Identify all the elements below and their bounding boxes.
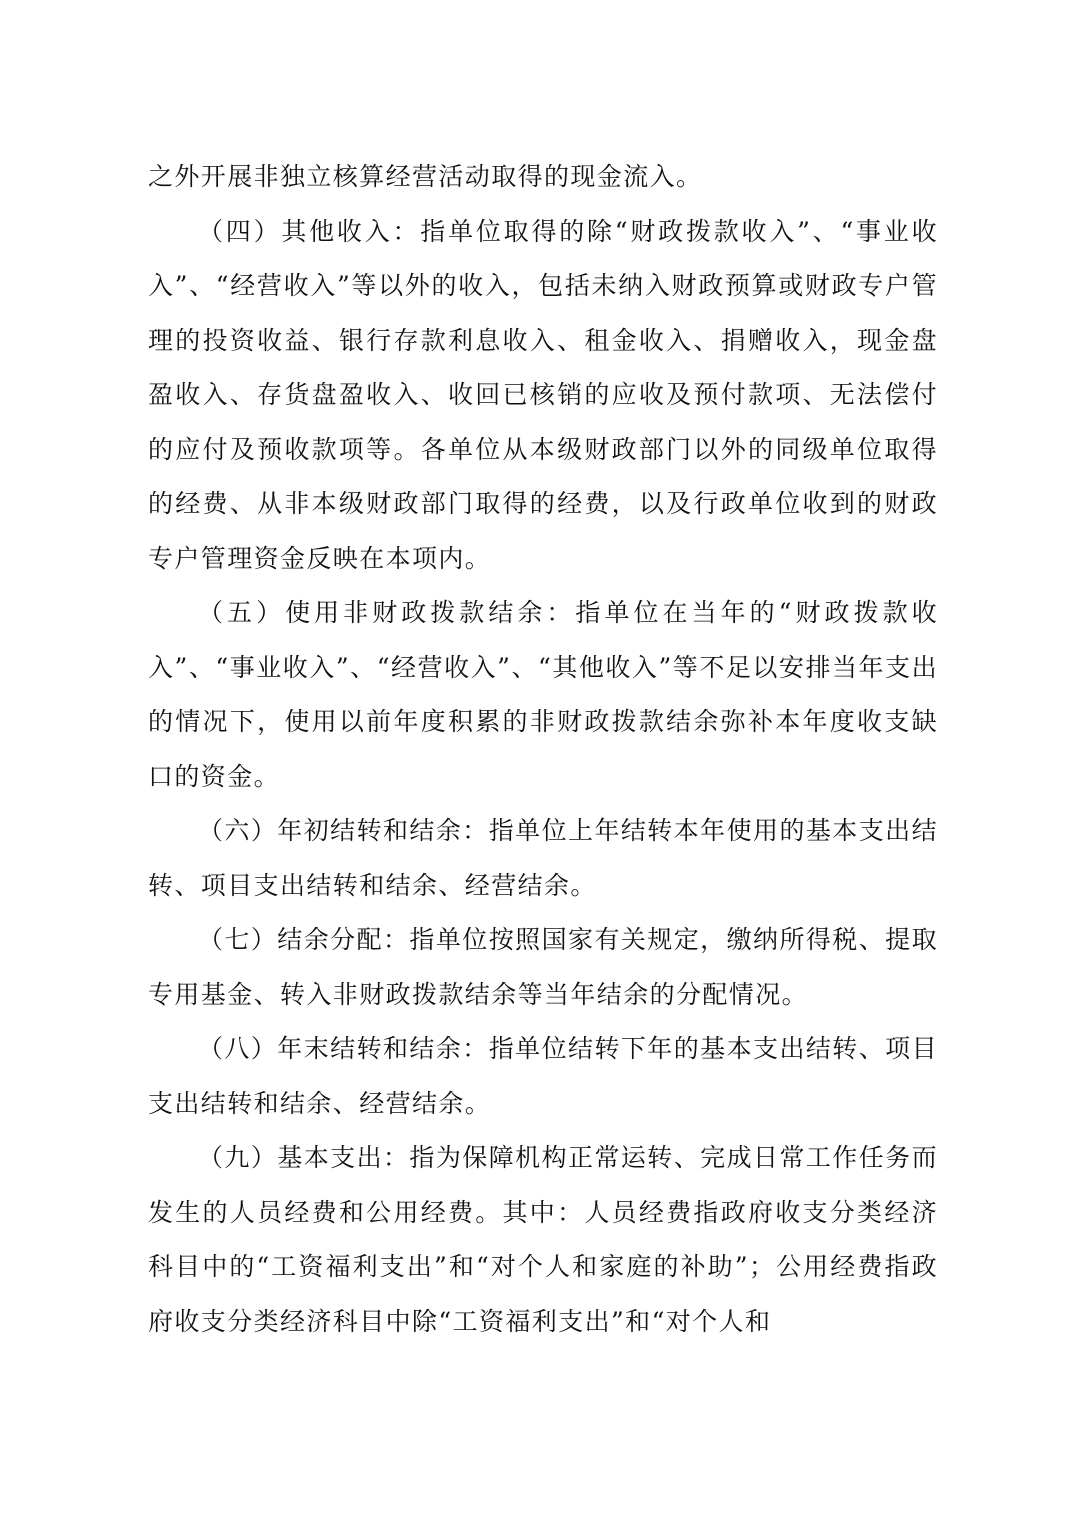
- paragraph-basic-expenditure: （九）基本支出：指为保障机构正常运转、完成日常工作任务而发生的人员经费和公用经费。其中：人员经费指政府收支分类经济科目中的“工资福利支出”和“对个人和家庭的补助”；公用经费指政府收支分类经济科目中除“工资福利支出”和“对个人和: [148, 1143, 938, 1336]
- paragraph-surplus-distribution: （七）结余分配：指单位按照国家有关规定，缴纳所得税、提取专用基金、转入非财政拨款结余等当年结余的分配情况。: [148, 925, 938, 1009]
- paragraph-ending-balance: （八）年末结转和结余：指单位结转下年的基本支出结转、项目支出结转和结余、经营结余。: [148, 1034, 938, 1118]
- paragraph-non-fiscal-surplus: （五）使用非财政拨款结余：指单位在当年的“财政拨款收入”、“事业收入”、“经营收入”、“其他收入”等不足以安排当年支出的情况下，使用以前年度积累的非财政拨款结余弥补本年度收支缺口的资金。: [148, 598, 938, 791]
- paragraph-continuation: 之外开展非独立核算经营活动取得的现金流入。: [148, 162, 703, 191]
- paragraph-beginning-balance: （六）年初结转和结余：指单位上年结转本年使用的基本支出结转、项目支出结转和结余、经营结余。: [148, 816, 938, 900]
- paragraph-other-income: （四）其他收入：指单位取得的除“财政拨款收入”、“事业收入”、“经营收入”等以外的收入，包括未纳入财政预算或财政专户管理的投资收益、银行存款利息收入、租金收入、捐赠收入，现金盘盈收入、存货盘盈收入、收回已核销的应收及预付款项、无法偿付的应付及预收款项等。各单位从本级财政部门以外的同级单位取得的经费、从非本级财政部门取得的经费，以及行政单位收到的财政专户管理资金反映在本项内。: [148, 216, 938, 573]
- document-body: [148, 150, 938, 1349]
